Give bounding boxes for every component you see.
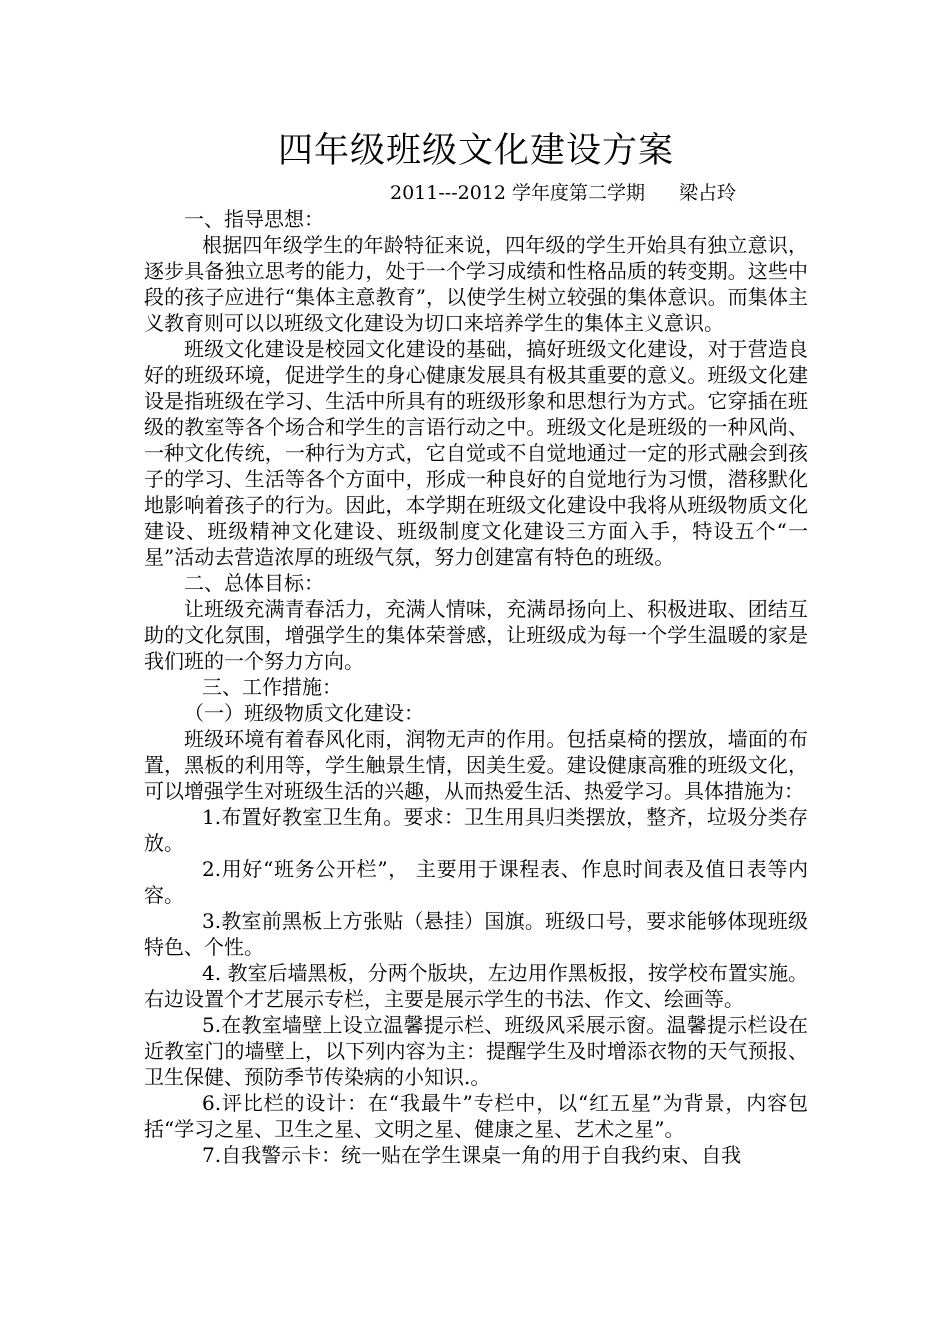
list-item-measure-4: 4. 教室后墙黑板，分两个版块，左边用作黑板报，按学校布置实施。右边设置个才艺展示专栏，主要是展示学生的书法、作文、绘画等。 (144, 961, 808, 1011)
list-item-measure-5: 5.在教室墙壁上设立温馨提示栏、班级风采展示窗。温馨提示栏设在近教室门的墙壁上，以下列内容为主：提醒学生及时增添衣物的天气预报、卫生保健、预防季节传染病的小知识.。 (144, 1013, 808, 1089)
section-heading-overall-goal: 二、总体目标： (184, 571, 324, 595)
document-page (144, 128, 808, 1168)
list-item-measure-1: 1.布置好教室卫生角。要求：卫生用具归类摆放，整齐，垃圾分类存放。 (144, 805, 808, 855)
list-item-measure-6: 6.评比栏的设计：在“我最牛”专栏中，以“红五星”为背景，内容包括“学习之星、卫生之星、文明之星、健康之星、艺术之星”。 (144, 1091, 808, 1141)
author-name: 梁占玲 (679, 182, 737, 204)
document-subtitle (390, 180, 808, 206)
subsection-heading-material-culture: （一）班级物质文化建设： (184, 701, 424, 725)
paragraph-overall-goal: 让班级充满青春活力，充满人情味，充满昂扬向上、积极进取、团结互助的文化氛围，增强学生的集体荣誉感，让班级成为每一个学生温暖的家是我们班的一个努力方向。 (144, 597, 808, 673)
paragraph-guiding-thought: 根据四年级学生的年龄特征来说，四年级的学生开始具有独立意识，逐步具备独立思考的能力，处于一个学习成绩和性格品质的转变期。这些中段的孩子应进行“集体主意教育”，以使学生树立较强的集体意识。而集体主义教育则可以以班级文化建设为切口来培养学生的集体主义意识。 (144, 233, 808, 335)
list-item-measure-7: 7.自我警示卡：统一贴在学生课桌一角的用于自我约束、自我 (202, 1143, 742, 1167)
list-item-measure-2: 2.用好“班务公开栏”， 主要用于课程表、作息时间表及值日表等内容。 (144, 857, 808, 907)
section-heading-guiding-thought: 一、指导思想： (184, 207, 324, 231)
list-item-measure-3: 3.教室前黑板上方张贴（悬挂）国旗。班级口号，要求能够体现班级特色、个性。 (144, 909, 808, 959)
section-heading-measures: 三、工作措施： (202, 675, 342, 699)
term-text: 2011---2012 学年度第二学期 (390, 182, 646, 204)
paragraph-class-culture: 班级文化建设是校园文化建设的基础，搞好班级文化建设，对于营造良好的班级环境，促进学生的身心健康发展具有极其重要的意义。班级文化建设是指班级在学习、生活中所具有的班级形象和思想行为方式。它穿插在班级的教室等各个场合和学生的言语行动之中。班级文化是班级的一种风尚、一种文化传统，一种行为方式，它自觉或不自觉地通过一定的形式融会到孩子的学习、生活等各个方面中，形成一种良好的自觉地行为习惯，潜移默化地影响着孩子的行为。因此，本学期在班级文化建设中我将从班级物质文化建设、班级精神文化建设、班级制度文化建设三方面入手，特设五个“一星”活动去营造浓厚的班级气氛，努力创建富有特色的班级。 (144, 337, 808, 569)
document-title: 四年级班级文化建设方案 (277, 131, 674, 171)
paragraph-material-culture: 班级环境有着春风化雨，润物无声的作用。包括桌椅的摆放，墙面的布置，黑板的利用等，学生触景生情，因美生爱。建设健康高雅的班级文化，可以增强学生对班级生活的兴趣，从而热爱生活、热爱学习。具体措施为： (144, 727, 808, 803)
